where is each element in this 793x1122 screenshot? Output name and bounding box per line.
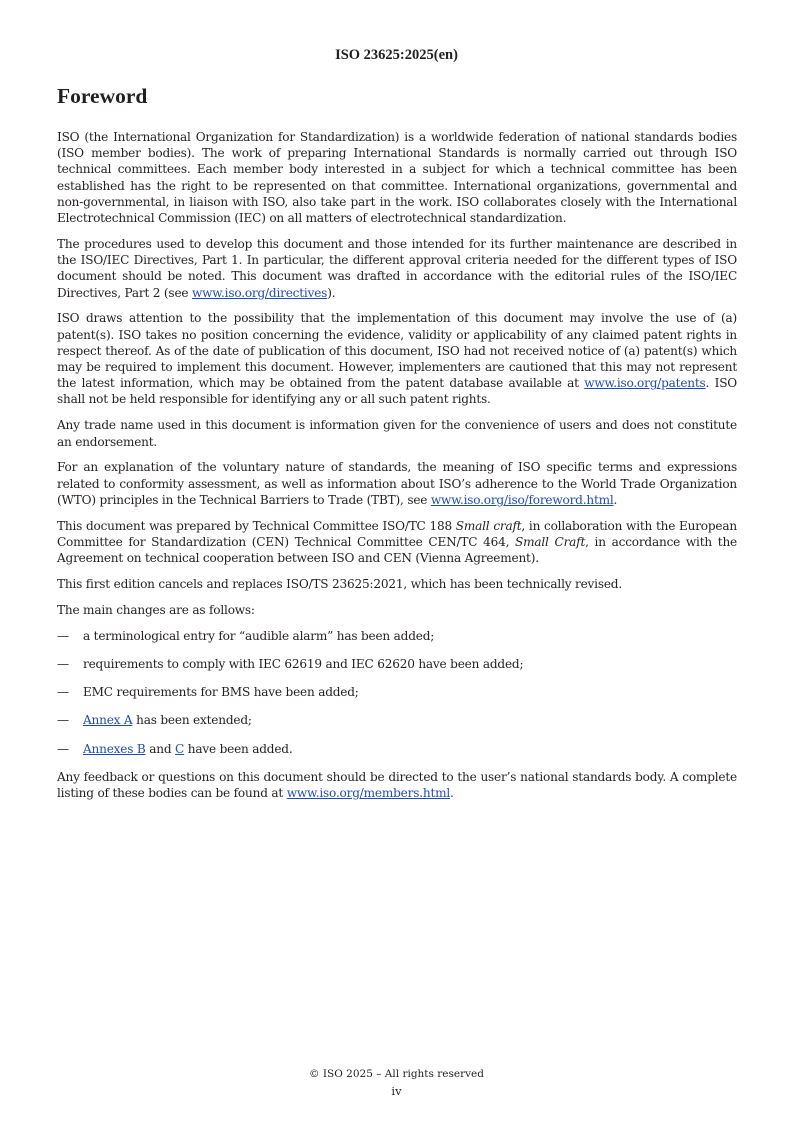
paragraph-patents: ISO draws attention to the possibility that the implementation of this document may involve the use of (a) patent(s). ISO takes no position concerning the evidence, validity or applicability of any claimed patent rights in respect thereof. As of the date of publication of this document, ISO had not received notice of (a) patent(s) which may be required to implement this document. However, implementers are cautioned that this may not represent the latest information, which may be obtained from the patent database available at www.iso.org/patents. ISO shall not be held responsible for identifying any or all such patent rights. <box>57 311 737 407</box>
list-item: — Annexes B and C have been added. <box>57 741 293 756</box>
list-item: — EMC requirements for BMS have been added; <box>57 685 359 700</box>
dash-marker: — <box>57 741 69 756</box>
paragraph-iso-intro: ISO (the International Organization for Standardization) is a worldwide federation of national standards bodies (ISO member bodies). The work of preparing International Standards is normally carried out through ISO technical committees. Each member body interested in a subject for which a technical committee has been established has the right to be represented on that committee. International organizations, governmental and non-governmental, in liaison with ISO, also take part in the work. ISO collaborates closely with the International Electrotechnical Commission (IEC) on all matters of electrotechnical standardization. <box>57 130 737 226</box>
copyright-notice: © ISO 2025 – All rights reserved <box>309 1068 484 1080</box>
paragraph-voluntary-nature: For an explanation of the voluntary nature of standards, the meaning of ISO specific terms and expressions related to conformity assessment, as well as information about ISO’s adherence to the World Trade Organization (WTO) principles in the Technical Barriers to Trade (TBT), see www.iso.org/iso/foreword.html. <box>57 460 737 507</box>
foreword-link[interactable]: www.iso.org/iso/foreword.html <box>430 492 614 507</box>
dash-marker: — <box>57 685 69 700</box>
paragraph-trade-name: Any trade name used in this document is information given for the convenience of users and does not constitute an endorsement. <box>57 418 737 449</box>
list-item: — Annex A has been extended; <box>57 713 252 728</box>
annexes-b-link[interactable]: Annexes B <box>83 741 146 756</box>
paragraph-feedback: Any feedback or questions on this document should be directed to the user’s national standards body. A complete listing of these bodies can be found at www.iso.org/members.html. <box>57 769 737 800</box>
page-number: iv <box>391 1084 402 1098</box>
dash-marker: — <box>57 713 69 728</box>
foreword-body <box>57 129 737 811</box>
paragraph-committee: This document was prepared by Technical Committee ISO/TC 188 Small craft, in collaboration with the European Committee for Standardization (CEN) Technical Committee CEN/TC 464, Small Craft, in accordance with the Agreement on technical cooperation between ISO and CEN (Vienna Agreement). <box>57 518 737 566</box>
paragraph-changes-intro: The main changes are as follows: <box>57 602 255 617</box>
list-item: — requirements to comply with IEC 62619 and IEC 62620 have been added; <box>57 656 524 671</box>
page-title: Foreword <box>57 84 148 108</box>
dash-marker: — <box>57 656 69 671</box>
directives-link[interactable]: www.iso.org/directives <box>192 285 328 300</box>
members-link[interactable]: www.iso.org/members.html <box>286 786 451 800</box>
paragraph-procedures: The procedures used to develop this document and those intended for its further maintenance are described in the ISO/IEC Directives, Part 1. In particular, the different approval criteria needed for the different types of ISO document should be noted. This document was drafted in accordance with the editorial rules of the ISO/IEC Directives, Part 2 (see www.iso.org/directives). <box>57 236 737 300</box>
dash-marker: — <box>57 628 69 643</box>
page-footer <box>0 1066 793 1100</box>
document-header: ISO 23625:2025(en) <box>335 47 458 63</box>
list-item: — a terminological entry for “audible alarm” has been added; <box>57 628 435 643</box>
annex-c-link[interactable]: C <box>175 741 185 756</box>
annex-a-link[interactable]: Annex A <box>83 713 133 728</box>
paragraph-edition: This first edition cancels and replaces ISO/TS 23625:2021, which has been technically revised. <box>57 577 622 591</box>
patents-link[interactable]: www.iso.org/patents <box>584 376 706 391</box>
